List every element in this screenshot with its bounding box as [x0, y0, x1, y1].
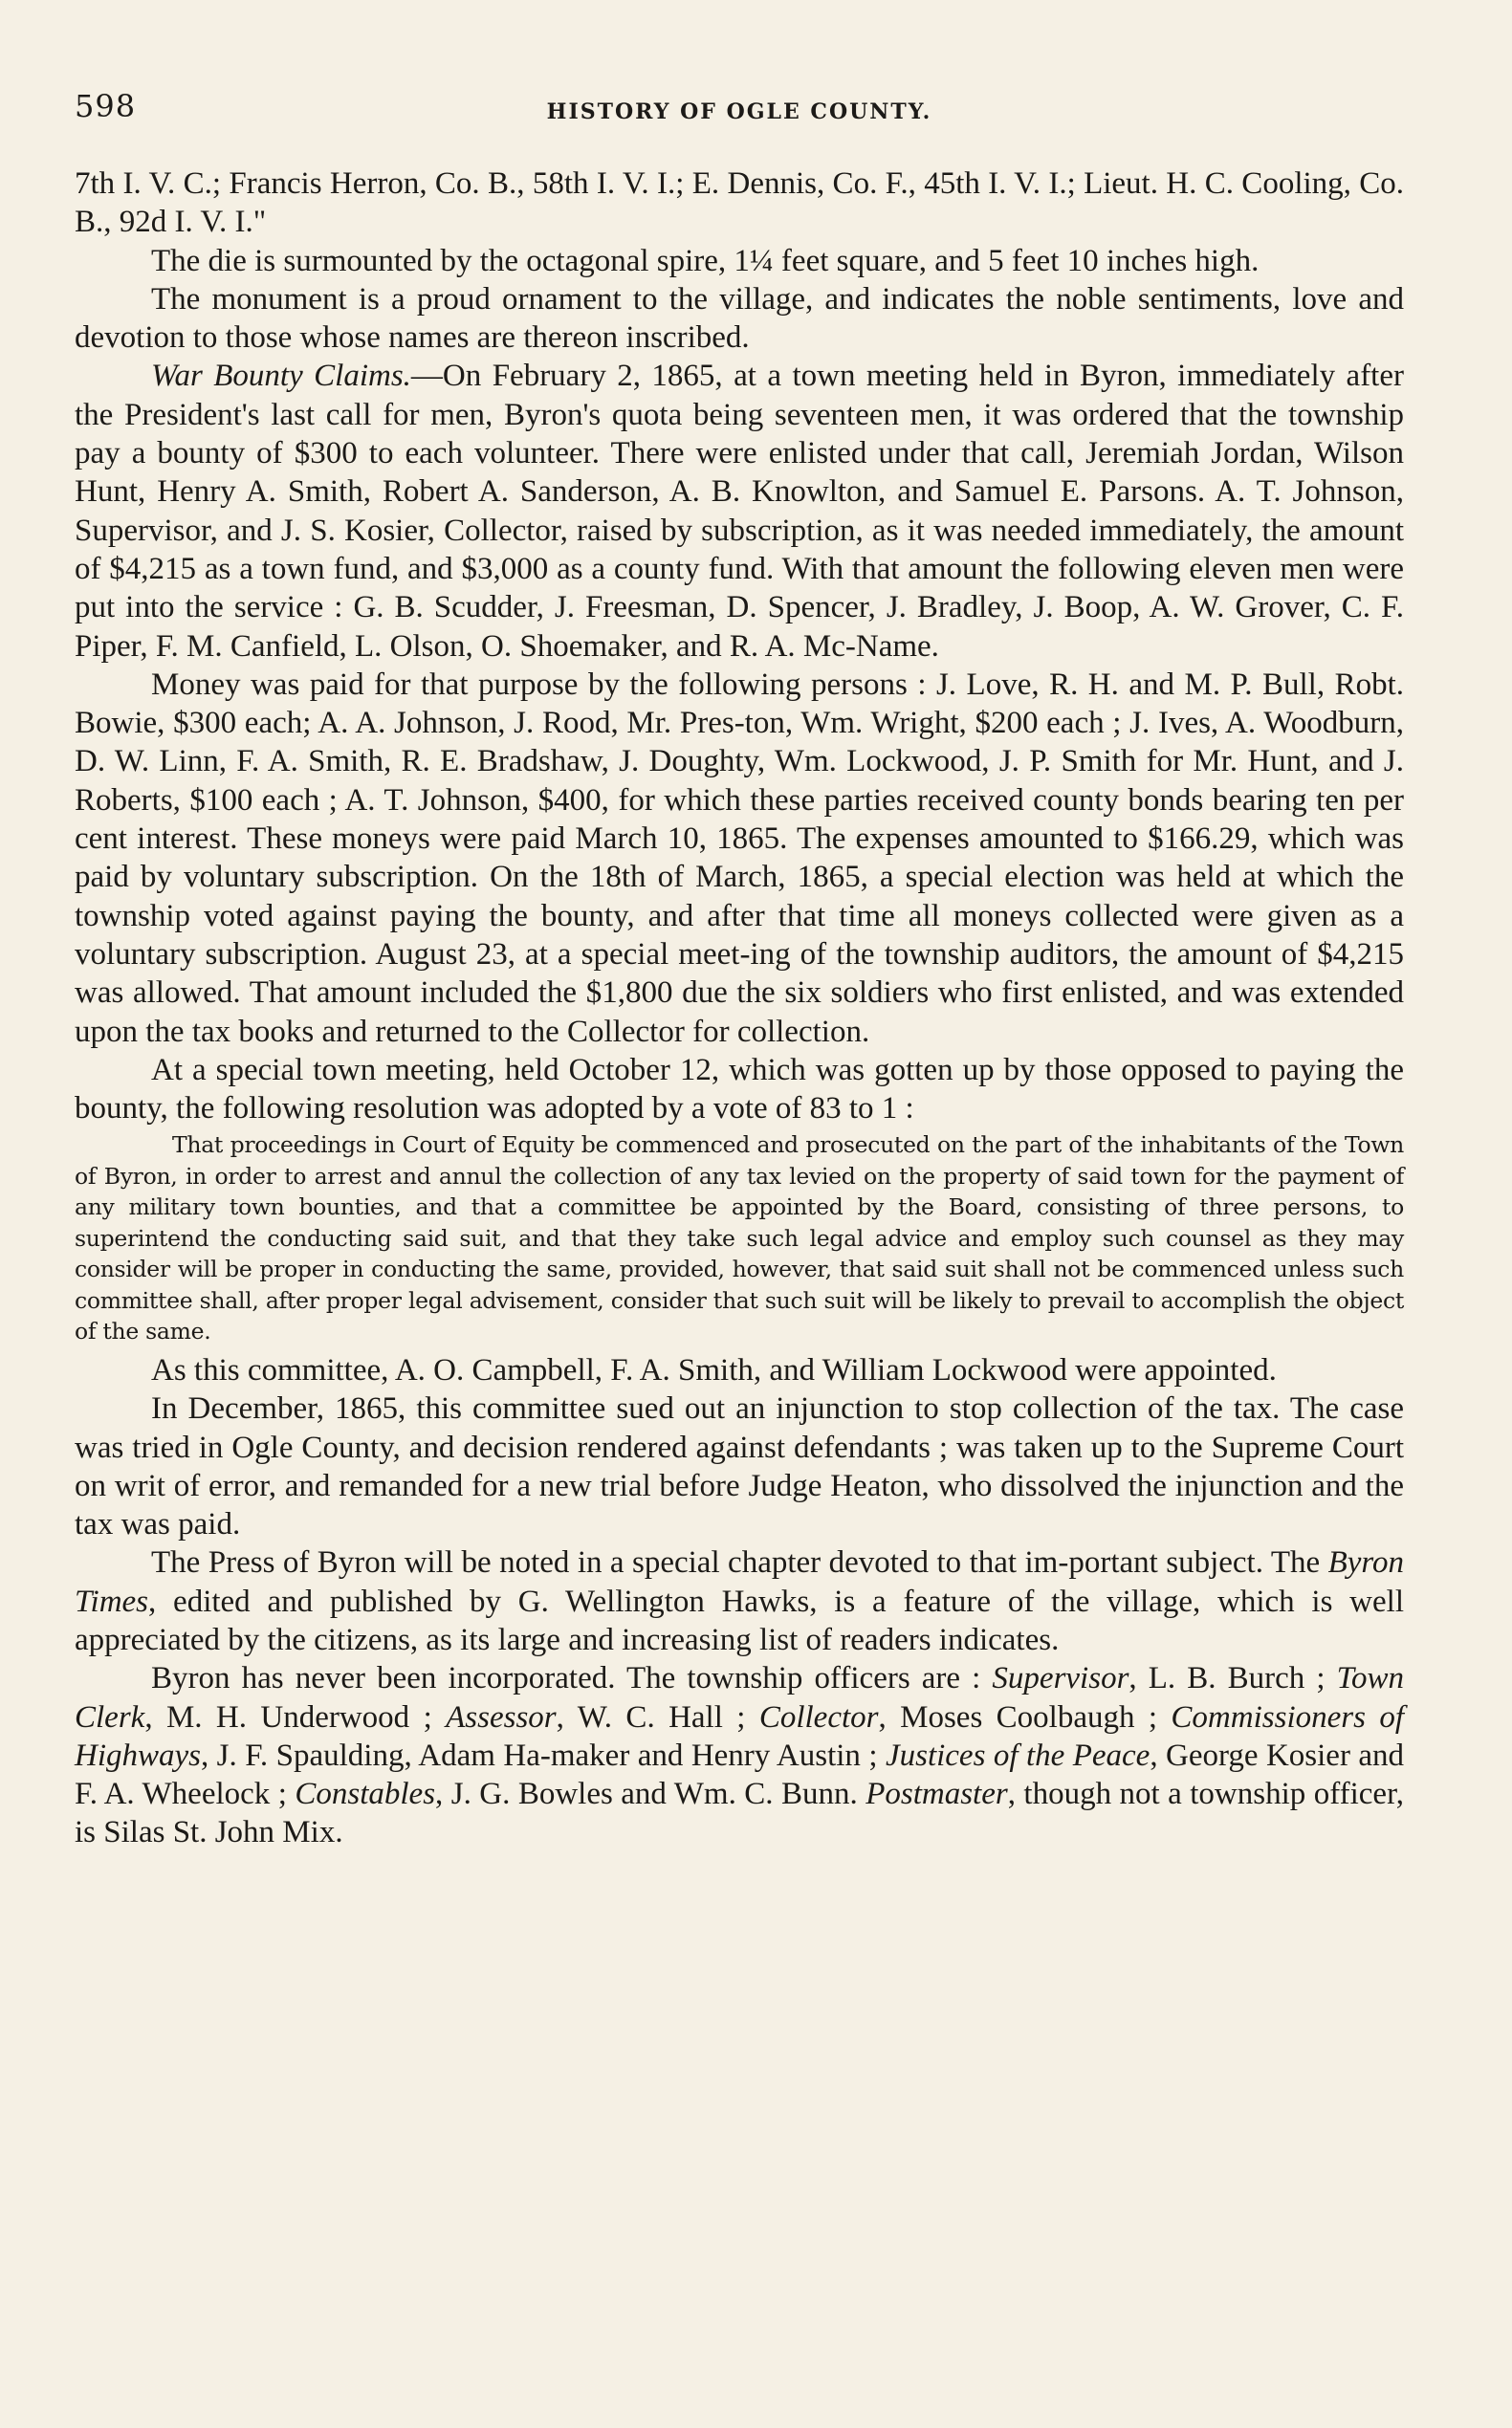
text-run: , W. C. Hall ; — [556, 1699, 759, 1735]
resolution-quote: That proceedings in Court of Equity be commenced and prosecuted on the part of the inhabitants of the Town of Byron, in order to arrest and annul the collection of any tax levied on the property of said town for the payment of any military town bounties, and that a committee be appointed by the Board, consisting of three persons, to superintend the conducting said suit, and that they take such legal advice and employ such counsel as they may consider will be proper in conducting the same, provided, however, that said suit shall not be commenced unless such committee shall, after proper legal advisement, consider that such suit will be likely to prevail to accomplish the object of the same. — [75, 1131, 1404, 1345]
text-run: Byron has never been incorporated. The township officers are : — [151, 1661, 993, 1696]
text-run: , Moses Coolbaugh ; — [878, 1699, 1172, 1735]
paragraph-continuation: 7th I. V. C.; Francis Herron, Co. B., 58th I. V. I.; E. Dennis, Co. F., 45th I. V. I.; Lieut. H. C. Cooling, Co. B., 92d I. V. I." — [75, 166, 1404, 240]
paragraph-war-bounty-claims — [75, 357, 1404, 665]
text-run: , L. B. Burch ; — [1129, 1661, 1337, 1696]
office-title-postmaster: Postmaster — [866, 1777, 1008, 1812]
running-head — [75, 88, 1404, 138]
office-title-town-clerk: Town Clerk — [75, 1661, 1404, 1735]
paragraph-monument: The monument is a proud ornament to the village, and indicates the noble sentiments, love and devotion to those whose names are thereon inscribed. — [75, 281, 1404, 356]
paragraph-committee: As this committee, A. O. Campbell, F. A. Smith, and William Lockwood were appointed. — [151, 1352, 1277, 1388]
paragraph-money-paid: Money was paid for that purpose by the following persons : J. Love, R. H. and M. P. Bull, Robt. Bowie, $300 each; A. A. Johnson, J. Rood, Mr. Pres-ton, Wm. Wright, $200 each ; J. Ives, A. Woodburn, D. W. Linn, F. A. Smith, R. E. Bradshaw, J. Doughty, Wm. Lockwood, J. P. Smith for Mr. Hunt, and J. Roberts, $100 each ; A. T. Johnson, $400, for which these parties received county bonds bearing ten per cent interest. These moneys were paid March 10, 1865. The expenses amounted to $166.29, which was paid by voluntary subscription. On the 18th of March, 1865, a special election was held at which the township voted against paying the bounty, and after that time all moneys collected were given as a voluntary subscription. August 23, at a special meet-ing of the township auditors, the amount of $4,215 was allowed. That amount included the $1,800 due the six soldiers who first enlisted, and was extended upon the tax books and returned to the Collector for collection. — [75, 667, 1404, 1049]
paragraph-war-bounty-text: —On February 2, 1865, at a town meeting held in Byron, immediately after the President's last call for men, Byron's quota being seventeen men, it was ordered that the township pay a bounty of $300 to each volunteer. There were enlisted under that call, Jeremiah Jordan, Wilson Hunt, Henry A. Smith, Robert A. Sanderson, A. B. Knowlton, and Samuel E. Parsons. A. T. Johnson, Supervisor, and J. S. Kosier, Collector, raised by subscription, as it was needed immediately, the amount of $4,215 as a town fund, and $3,000 as a county fund. With that amount the following eleven men were put into the service : G. B. Scudder, J. Freesman, D. Spencer, J. Bradley, J. Boop, A. W. Grover, C. F. Piper, F. M. Canfield, L. Olson, O. Shoemaker, and R. A. Mc-Name. — [75, 359, 1404, 664]
newspaper-title: Byron Times — [75, 1545, 1404, 1619]
section-heading-war-bounty-claims: War Bounty Claims. — [151, 359, 411, 394]
office-title-commissioners: Commissioners of Highways — [75, 1699, 1404, 1773]
text-run: , J. G. Bowles and Wm. C. Bunn. — [435, 1777, 866, 1812]
paragraph-special-meeting: At a special town meeting, held October 12, which was gotten up by those opposed to paying the bounty, the following resolution was adopted by a vote of 83 to 1 : — [75, 1052, 1404, 1127]
office-title-justices: Justices of the Peace — [885, 1738, 1150, 1773]
text-run: , though not a township officer, is Silas St. John Mix. — [75, 1777, 1404, 1850]
office-title-assessor: Assessor — [446, 1699, 557, 1735]
office-title-collector: Collector — [758, 1699, 879, 1735]
paragraph-die-description: The die is surmounted by the octagonal spire, 1¼ feet square, and 5 feet 10 inches high. — [151, 243, 1260, 278]
text-run: , J. F. Spaulding, Adam Ha-maker and Henry Austin ; — [201, 1738, 886, 1773]
page-number: 598 — [75, 88, 137, 124]
paragraph-press — [75, 1543, 1404, 1659]
text-run: , M. H. Underwood ; — [144, 1699, 447, 1735]
text-run: , George Kosier and F. A. Wheelock ; — [75, 1738, 1405, 1812]
running-title: HISTORY OF OGLE COUNTY. — [546, 99, 932, 124]
text-run: , edited and published by G. Wellington Hawks, is a feature of the village, which is well appreciated by the citizens, as its large and increasing list of readers indicates. — [75, 1584, 1404, 1657]
office-title-constables: Constables — [295, 1777, 436, 1812]
paragraph-injunction: In December, 1865, this committee sued out an injunction to stop collection of the tax. The case was tried in Ogle County, and decision rendered against defendants ; was taken up to the Supreme Court on writ of error, and remanded for a new trial before Judge Heaton, who dissolved the injunction and the tax was paid. — [75, 1391, 1404, 1542]
text-run: The Press of Byron will be noted in a special chapter devoted to that im-portant subject. The — [151, 1545, 1328, 1581]
body-text — [75, 164, 1404, 1852]
office-title-supervisor: Supervisor — [992, 1661, 1129, 1696]
document-page — [75, 88, 1404, 1852]
paragraph-township-officers — [75, 1659, 1404, 1851]
